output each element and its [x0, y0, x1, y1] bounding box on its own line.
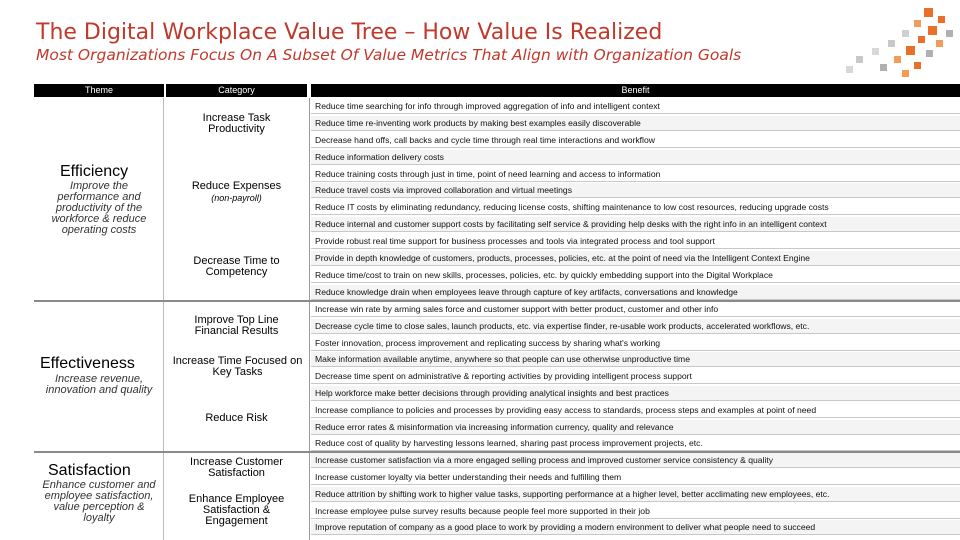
theme-effectiveness-title: Effectiveness — [40, 355, 135, 372]
benefit-row: Reduce information delivery costs — [311, 150, 960, 165]
benefit-row: Provide in depth knowledge of customers, products, processes, policies, etc. at the point of need via the Intelligent Context Engine — [311, 251, 960, 266]
benefit-row: Improve reputation of company as a good place to work by providing a modern environment to deliver what people need to succeed — [311, 520, 960, 535]
benefit-row: Reduce IT costs by eliminating redundancy, reducing license costs, shifting maintenance to low cost resources, reducing upgrade costs — [311, 200, 960, 215]
theme-satisfaction-desc: Enhance customer and employee satisfaction, value perception & loyalty — [42, 479, 156, 524]
header-category: Category — [166, 84, 307, 97]
pixel-logo-icon — [842, 6, 960, 78]
category-employee-satisfaction: Enhance Employee Satisfaction & Engagement — [188, 493, 285, 527]
benefit-row: Decrease time spent on administrative & reporting activities by providing intelligent process support — [311, 369, 960, 384]
benefit-row: Reduce travel costs via improved collaboration and virtual meetings — [311, 183, 960, 198]
benefit-row: Decrease hand offs, call backs and cycle time through real time interactions and workflow — [311, 133, 960, 148]
benefit-row: Reduce cost of quality by harvesting lessons learned, sharing past process improvement projects, etc. — [311, 436, 960, 451]
benefit-row: Increase compliance to policies and processes by providing easy access to standards, process steps and examples at point of need — [311, 403, 960, 418]
benefit-row: Increase customer loyalty via better understanding their needs and fulfilling them — [311, 470, 960, 485]
benefit-row: Make information available anytime, anywhere so that people can use otherwise unproductive time — [311, 352, 960, 367]
benefit-row: Reduce error rates & misinformation via increasing information currency, quality and relevance — [311, 420, 960, 435]
page-title: The Digital Workplace Value Tree – How Value Is Realized — [36, 20, 663, 45]
category-reduce-expenses: Reduce Expenses — [191, 180, 282, 192]
title-bar — [0, 0, 960, 80]
benefit-row: Reduce knowledge drain when employees leave through capture of key artifacts, conversations and knowledge — [311, 285, 960, 300]
benefit-row: Reduce time/cost to train on new skills, processes, policies, etc. by quickly embedding support into the Digital Workplace — [311, 268, 960, 283]
theme-efficiency-desc: Improve the performance and productivity of the workforce & reduce operating costs — [51, 180, 147, 236]
column-divider — [309, 98, 310, 540]
benefit-row: Increase customer satisfaction via a more engaged selling process and improved customer service consistency & quality — [311, 453, 960, 468]
theme-efficiency-title: Efficiency — [60, 163, 129, 180]
page-subtitle: Most Organizations Focus On A Subset Of Value Metrics That Align with Organization Goals — [36, 46, 742, 64]
benefit-row: Decrease cycle time to close sales, launch products, etc. via expertise finder, re-usable work products, accelerated workflows, etc. — [311, 319, 960, 334]
benefit-row: Foster innovation, process improvement and replicating success by sharing what's working — [311, 336, 960, 351]
benefit-row: Increase employee pulse survey results because people feel more supported in their job — [311, 504, 960, 519]
category-reduce-expenses-sub: (non-payroll) — [211, 193, 262, 203]
benefit-row: Increase win rate by arming sales force and customer support with better product, customer and other info — [311, 302, 960, 317]
theme-satisfaction-title: Satisfaction — [48, 462, 131, 479]
benefit-row: Reduce internal and customer support costs by facilitating self service & providing help desks with the right info in an intelligent context — [311, 217, 960, 232]
category-time-to-competency: Decrease Time to Competency — [193, 255, 280, 278]
benefit-row: Reduce time searching for info through improved aggregation of info and intelligent context — [311, 99, 960, 114]
benefit-row: Reduce training costs through just in time, point of need learning and access to information — [311, 167, 960, 182]
benefit-row: Reduce attrition by shifting work to higher value tasks, supporting performance at a higher level, better acclimating new employees, etc. — [311, 487, 960, 502]
category-task-productivity: Increase Task Productivity — [202, 112, 271, 135]
category-top-line: Improve Top Line Financial Results — [194, 314, 279, 337]
category-time-focused: Increase Time Focused on Key Tasks — [172, 355, 303, 378]
benefit-row: Help workforce make better decisions through providing analytical insights and best practices — [311, 386, 960, 401]
benefit-row: Reduce time re-inventing work products by making best examples easily discoverable — [311, 116, 960, 131]
benefit-row: Provide robust real time support for business processes and tools via integrated process and tool support — [311, 234, 960, 249]
header-theme: Theme — [34, 84, 164, 97]
theme-effectiveness-desc: Increase revenue, innovation and quality — [45, 373, 153, 396]
category-customer-satisfaction: Increase Customer Satisfaction — [190, 456, 283, 479]
header-benefit: Benefit — [311, 84, 960, 97]
category-reduce-risk: Reduce Risk — [205, 412, 268, 424]
